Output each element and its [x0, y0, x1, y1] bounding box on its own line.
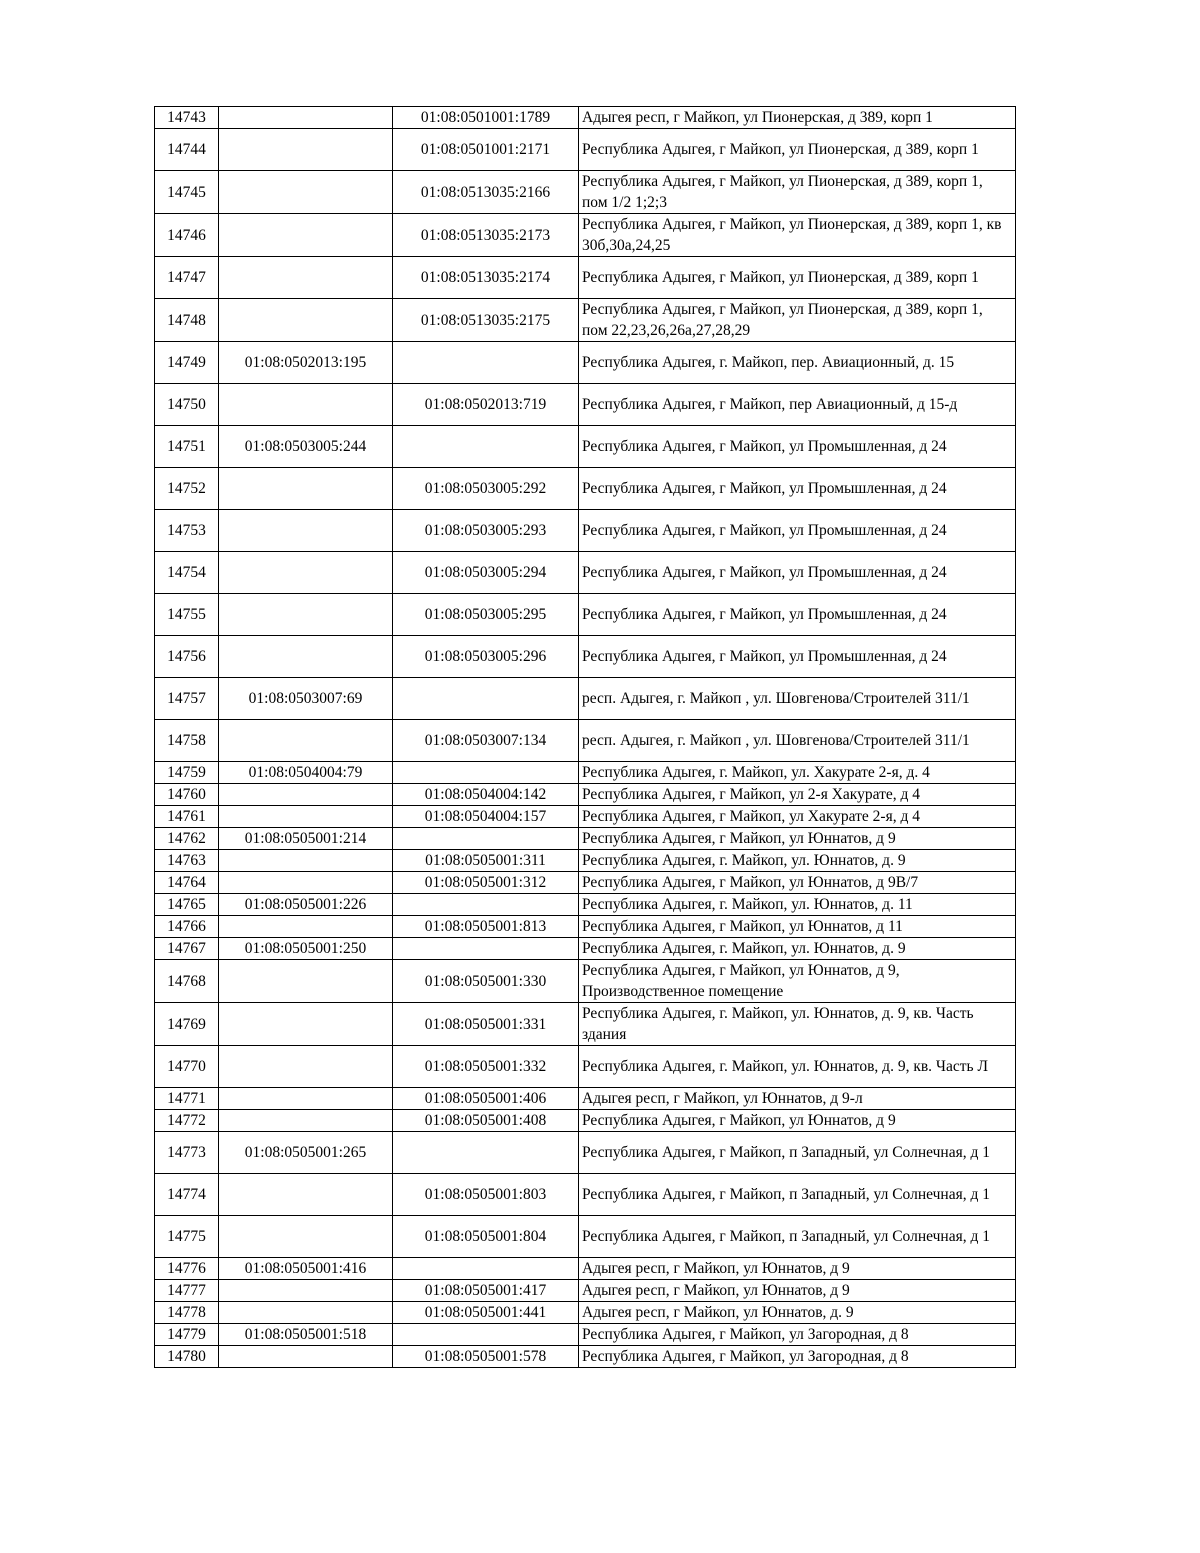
- table-row: [155, 1302, 1016, 1324]
- cadastral-number-alt-cell: 01:08:0503005:293: [393, 510, 579, 552]
- address-cell: Республика Адыгея, г Майкоп, ул Хакурате 2-я, д 4: [579, 806, 1016, 828]
- cadastral-number-alt-cell: 01:08:0513035:2173: [393, 214, 579, 257]
- table-row: [155, 806, 1016, 828]
- address-cell: Республика Адыгея, г Майкоп, пер Авиационный, д 15-д: [579, 384, 1016, 426]
- address-cell: Республика Адыгея, г Майкоп, ул Промышленная, д 24: [579, 594, 1016, 636]
- cadastral-number-alt-cell: 01:08:0505001:417: [393, 1280, 579, 1302]
- address-cell: Республика Адыгея, г Майкоп, ул 2-я Хакурате, д 4: [579, 784, 1016, 806]
- table-row: [155, 510, 1016, 552]
- table-row: [155, 384, 1016, 426]
- cadastral-number-cell: 01:08:0502013:195: [219, 342, 393, 384]
- cadastral-number-cell: [219, 1280, 393, 1302]
- address-cell: Республика Адыгея, г Майкоп, п Западный, ул Солнечная, д 1: [579, 1174, 1016, 1216]
- row-number-cell: 14745: [155, 171, 219, 214]
- cadastral-number-cell: 01:08:0503007:69: [219, 678, 393, 720]
- cadastral-number-cell: [219, 1110, 393, 1132]
- row-number-cell: 14771: [155, 1088, 219, 1110]
- row-number-cell: 14757: [155, 678, 219, 720]
- cadastral-number-alt-cell: 01:08:0505001:408: [393, 1110, 579, 1132]
- row-number-cell: 14779: [155, 1324, 219, 1346]
- table-row: [155, 720, 1016, 762]
- cadastral-number-cell: 01:08:0505001:226: [219, 894, 393, 916]
- row-number-cell: 14780: [155, 1346, 219, 1368]
- table-row: [155, 552, 1016, 594]
- row-number-cell: 14763: [155, 850, 219, 872]
- cadastral-number-alt-cell: [393, 1324, 579, 1346]
- cadastral-number-alt-cell: [393, 762, 579, 784]
- address-cell: Адыгея респ, г Майкоп, ул Юннатов, д 9: [579, 1258, 1016, 1280]
- cadastral-number-cell: [219, 1003, 393, 1046]
- row-number-cell: 14744: [155, 129, 219, 171]
- address-cell: Республика Адыгея, г Майкоп, ул Юннатов, д 11: [579, 916, 1016, 938]
- address-cell: Республика Адыгея, г Майкоп, ул Пионерская, д 389, корп 1, пом 22,23,26,26а,27,28,29: [579, 299, 1016, 342]
- row-number-cell: 14746: [155, 214, 219, 257]
- row-number-cell: 14758: [155, 720, 219, 762]
- table-row: [155, 784, 1016, 806]
- row-number-cell: 14756: [155, 636, 219, 678]
- cadastral-number-cell: [219, 916, 393, 938]
- cadastral-number-alt-cell: 01:08:0501001:2171: [393, 129, 579, 171]
- cadastral-number-alt-cell: 01:08:0505001:803: [393, 1174, 579, 1216]
- cadastral-number-cell: [219, 594, 393, 636]
- table-row: [155, 1174, 1016, 1216]
- cadastral-number-cell: [219, 720, 393, 762]
- cadastral-number-cell: [219, 1174, 393, 1216]
- row-number-cell: 14776: [155, 1258, 219, 1280]
- table-row: [155, 916, 1016, 938]
- cadastral-number-cell: [219, 257, 393, 299]
- row-number-cell: 14755: [155, 594, 219, 636]
- cadastral-number-cell: [219, 129, 393, 171]
- cadastral-number-alt-cell: 01:08:0501001:1789: [393, 107, 579, 129]
- cadastral-number-alt-cell: 01:08:0505001:813: [393, 916, 579, 938]
- table-row: [155, 468, 1016, 510]
- cadastral-number-cell: [219, 872, 393, 894]
- table-row: [155, 1258, 1016, 1280]
- address-cell: Адыгея респ, г Майкоп, ул Пионерская, д 389, корп 1: [579, 107, 1016, 129]
- cadastral-number-cell: [219, 468, 393, 510]
- cadastral-number-alt-cell: [393, 828, 579, 850]
- table-row: [155, 850, 1016, 872]
- row-number-cell: 14773: [155, 1132, 219, 1174]
- row-number-cell: 14762: [155, 828, 219, 850]
- table-row: [155, 636, 1016, 678]
- row-number-cell: 14750: [155, 384, 219, 426]
- cadastral-number-cell: 01:08:0505001:214: [219, 828, 393, 850]
- cadastral-number-alt-cell: 01:08:0503005:294: [393, 552, 579, 594]
- row-number-cell: 14753: [155, 510, 219, 552]
- row-number-cell: 14751: [155, 426, 219, 468]
- address-cell: Республика Адыгея, г Майкоп, ул Промышленная, д 24: [579, 468, 1016, 510]
- property-table: [154, 106, 1016, 1368]
- row-number-cell: 14775: [155, 1216, 219, 1258]
- address-cell: Республика Адыгея, г Майкоп, ул Пионерская, д 389, корп 1, пом 1/2 1;2;3: [579, 171, 1016, 214]
- address-cell: Республика Адыгея, г Майкоп, ул Промышленная, д 24: [579, 510, 1016, 552]
- address-cell: Республика Адыгея, г Майкоп, ул Юннатов, д 9, Производственное помещение: [579, 960, 1016, 1003]
- table-row: [155, 1003, 1016, 1046]
- cadastral-number-cell: 01:08:0505001:416: [219, 1258, 393, 1280]
- address-cell: респ. Адыгея, г. Майкоп , ул. Шовгенова/Строителей 311/1: [579, 678, 1016, 720]
- row-number-cell: 14761: [155, 806, 219, 828]
- cadastral-number-alt-cell: 01:08:0503005:296: [393, 636, 579, 678]
- address-cell: Республика Адыгея, г Майкоп, ул Промышленная, д 24: [579, 426, 1016, 468]
- row-number-cell: 14764: [155, 872, 219, 894]
- address-cell: Республика Адыгея, г. Майкоп, ул. Юннатов, д. 9, кв. Часть Л: [579, 1046, 1016, 1088]
- table-body: [155, 107, 1016, 1368]
- row-number-cell: 14747: [155, 257, 219, 299]
- cadastral-number-cell: [219, 171, 393, 214]
- address-cell: Республика Адыгея, г Майкоп, п Западный, ул Солнечная, д 1: [579, 1216, 1016, 1258]
- cadastral-number-cell: [219, 636, 393, 678]
- cadastral-number-cell: [219, 784, 393, 806]
- table-row: [155, 762, 1016, 784]
- table-row: [155, 1280, 1016, 1302]
- cadastral-number-alt-cell: 01:08:0505001:311: [393, 850, 579, 872]
- table-row: [155, 426, 1016, 468]
- cadastral-number-alt-cell: 01:08:0505001:441: [393, 1302, 579, 1324]
- address-cell: Адыгея респ, г Майкоп, ул Юннатов, д 9-л: [579, 1088, 1016, 1110]
- address-cell: Республика Адыгея, г Майкоп, ул Промышленная, д 24: [579, 552, 1016, 594]
- table-row: [155, 938, 1016, 960]
- row-number-cell: 14749: [155, 342, 219, 384]
- row-number-cell: 14743: [155, 107, 219, 129]
- address-cell: Республика Адыгея, г Майкоп, ул Пионерская, д 389, корп 1: [579, 129, 1016, 171]
- cadastral-number-alt-cell: 01:08:0505001:804: [393, 1216, 579, 1258]
- table-row: [155, 960, 1016, 1003]
- row-number-cell: 14760: [155, 784, 219, 806]
- table-row: [155, 1132, 1016, 1174]
- address-cell: респ. Адыгея, г. Майкоп , ул. Шовгенова/Строителей 311/1: [579, 720, 1016, 762]
- table-row: [155, 257, 1016, 299]
- cadastral-number-alt-cell: [393, 426, 579, 468]
- table-row: [155, 342, 1016, 384]
- row-number-cell: 14766: [155, 916, 219, 938]
- cadastral-number-alt-cell: 01:08:0504004:142: [393, 784, 579, 806]
- table-row: [155, 1216, 1016, 1258]
- row-number-cell: 14768: [155, 960, 219, 1003]
- address-cell: Республика Адыгея, г Майкоп, ул Юннатов, д 9В/7: [579, 872, 1016, 894]
- cadastral-number-cell: [219, 552, 393, 594]
- table-row: [155, 678, 1016, 720]
- cadastral-number-cell: [219, 1046, 393, 1088]
- cadastral-number-alt-cell: 01:08:0502013:719: [393, 384, 579, 426]
- table-row: [155, 894, 1016, 916]
- table-row: [155, 214, 1016, 257]
- cadastral-number-cell: [219, 510, 393, 552]
- cadastral-number-cell: [219, 1088, 393, 1110]
- table-row: [155, 1088, 1016, 1110]
- cadastral-number-alt-cell: [393, 1132, 579, 1174]
- cadastral-number-cell: 01:08:0504004:79: [219, 762, 393, 784]
- row-number-cell: 14767: [155, 938, 219, 960]
- cadastral-number-alt-cell: [393, 342, 579, 384]
- cadastral-number-alt-cell: [393, 894, 579, 916]
- address-cell: Республика Адыгея, г Майкоп, ул Юннатов, д 9: [579, 1110, 1016, 1132]
- cadastral-number-alt-cell: 01:08:0505001:332: [393, 1046, 579, 1088]
- cadastral-number-cell: [219, 214, 393, 257]
- address-cell: Республика Адыгея, г Майкоп, ул Загородная, д 8: [579, 1346, 1016, 1368]
- cadastral-number-alt-cell: 01:08:0505001:312: [393, 872, 579, 894]
- cadastral-number-cell: [219, 299, 393, 342]
- address-cell: Республика Адыгея, г Майкоп, ул Пионерская, д 389, корп 1, кв 30б,30а,24,25: [579, 214, 1016, 257]
- table-row: [155, 299, 1016, 342]
- cadastral-number-alt-cell: 01:08:0505001:331: [393, 1003, 579, 1046]
- row-number-cell: 14752: [155, 468, 219, 510]
- cadastral-number-cell: [219, 1302, 393, 1324]
- row-number-cell: 14770: [155, 1046, 219, 1088]
- address-cell: Республика Адыгея, г Майкоп, п Западный, ул Солнечная, д 1: [579, 1132, 1016, 1174]
- cadastral-number-alt-cell: [393, 938, 579, 960]
- cadastral-number-alt-cell: [393, 1258, 579, 1280]
- table-row: [155, 129, 1016, 171]
- cadastral-number-cell: 01:08:0505001:250: [219, 938, 393, 960]
- table-row: [155, 107, 1016, 129]
- cadastral-number-cell: [219, 960, 393, 1003]
- table-row: [155, 171, 1016, 214]
- cadastral-number-alt-cell: 01:08:0503005:295: [393, 594, 579, 636]
- cadastral-number-alt-cell: 01:08:0513035:2175: [393, 299, 579, 342]
- row-number-cell: 14759: [155, 762, 219, 784]
- cadastral-number-alt-cell: 01:08:0505001:330: [393, 960, 579, 1003]
- cadastral-number-cell: [219, 850, 393, 872]
- row-number-cell: 14769: [155, 1003, 219, 1046]
- address-cell: Республика Адыгея, г. Майкоп, пер. Авиационный, д. 15: [579, 342, 1016, 384]
- cadastral-number-cell: [219, 107, 393, 129]
- cadastral-number-alt-cell: 01:08:0513035:2166: [393, 171, 579, 214]
- address-cell: Республика Адыгея, г. Майкоп, ул. Юннатов, д. 9: [579, 850, 1016, 872]
- cadastral-number-alt-cell: [393, 678, 579, 720]
- address-cell: Республика Адыгея, г. Майкоп, ул. Хакурате 2-я, д. 4: [579, 762, 1016, 784]
- row-number-cell: 14748: [155, 299, 219, 342]
- address-cell: Адыгея респ, г Майкоп, ул Юннатов, д. 9: [579, 1302, 1016, 1324]
- table-row: [155, 594, 1016, 636]
- address-cell: Республика Адыгея, г. Майкоп, ул. Юннатов, д. 9, кв. Часть здания: [579, 1003, 1016, 1046]
- table-row: [155, 1110, 1016, 1132]
- cadastral-number-alt-cell: 01:08:0503005:292: [393, 468, 579, 510]
- row-number-cell: 14754: [155, 552, 219, 594]
- cadastral-number-cell: 01:08:0503005:244: [219, 426, 393, 468]
- cadastral-number-cell: [219, 806, 393, 828]
- address-cell: Республика Адыгея, г. Майкоп, ул. Юннатов, д. 9: [579, 938, 1016, 960]
- cadastral-number-alt-cell: 01:08:0505001:578: [393, 1346, 579, 1368]
- table-row: [155, 1046, 1016, 1088]
- cadastral-number-alt-cell: 01:08:0513035:2174: [393, 257, 579, 299]
- address-cell: Республика Адыгея, г Майкоп, ул Загородная, д 8: [579, 1324, 1016, 1346]
- cadastral-number-alt-cell: 01:08:0504004:157: [393, 806, 579, 828]
- row-number-cell: 14778: [155, 1302, 219, 1324]
- address-cell: Республика Адыгея, г Майкоп, ул Пионерская, д 389, корп 1: [579, 257, 1016, 299]
- address-cell: Республика Адыгея, г. Майкоп, ул. Юннатов, д. 11: [579, 894, 1016, 916]
- address-cell: Адыгея респ, г Майкоп, ул Юннатов, д 9: [579, 1280, 1016, 1302]
- cadastral-number-cell: [219, 1216, 393, 1258]
- cadastral-number-cell: [219, 1346, 393, 1368]
- table-row: [155, 1346, 1016, 1368]
- cadastral-number-alt-cell: 01:08:0505001:406: [393, 1088, 579, 1110]
- table-row: [155, 872, 1016, 894]
- address-cell: Республика Адыгея, г Майкоп, ул Промышленная, д 24: [579, 636, 1016, 678]
- row-number-cell: 14774: [155, 1174, 219, 1216]
- row-number-cell: 14772: [155, 1110, 219, 1132]
- cadastral-number-cell: [219, 384, 393, 426]
- cadastral-number-cell: 01:08:0505001:518: [219, 1324, 393, 1346]
- cadastral-number-cell: 01:08:0505001:265: [219, 1132, 393, 1174]
- table-row: [155, 1324, 1016, 1346]
- address-cell: Республика Адыгея, г Майкоп, ул Юннатов, д 9: [579, 828, 1016, 850]
- row-number-cell: 14777: [155, 1280, 219, 1302]
- cadastral-number-alt-cell: 01:08:0503007:134: [393, 720, 579, 762]
- row-number-cell: 14765: [155, 894, 219, 916]
- table-row: [155, 828, 1016, 850]
